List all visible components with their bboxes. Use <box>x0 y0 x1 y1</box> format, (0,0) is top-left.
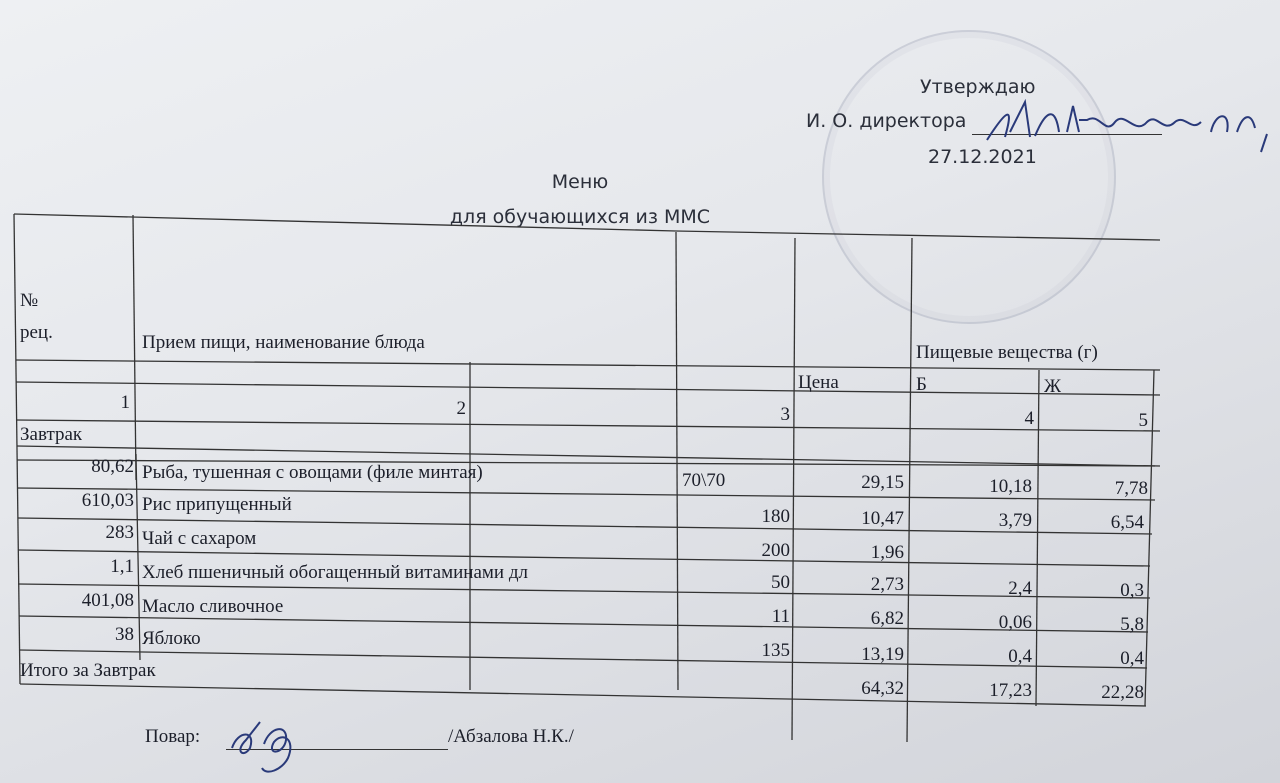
header-num: № <box>20 290 39 311</box>
row4-name: Хлеб пшеничный обогащенный витаминами дл <box>142 562 528 583</box>
header-nutrients: Пищевые вещества (г) <box>916 342 1098 363</box>
row2-name: Рис припущенный <box>142 494 292 515</box>
colnum-4: 4 <box>1024 408 1034 429</box>
total-zh: 22,28 <box>1101 682 1144 703</box>
menu-subtitle: для обучающихся из ММС <box>449 206 711 228</box>
row3-name: Чай с сахаром <box>142 528 257 549</box>
header-protein: Б <box>916 374 927 395</box>
total-label: Итого за Завтрак <box>20 660 156 681</box>
row6-rec: 38 <box>115 624 134 645</box>
approval-title: Утверждаю <box>920 76 1036 98</box>
row1-yield: 70\70 <box>682 470 726 491</box>
row6-zh: 0,4 <box>1120 648 1144 669</box>
colnum-5: 5 <box>1138 410 1148 431</box>
row2-yield: 180 <box>761 506 790 527</box>
header-price: Цена <box>798 372 839 393</box>
row1-name: Рыба, тушенная с овощами (филе минтая) <box>142 462 483 483</box>
row6-price: 13,19 <box>861 644 904 665</box>
total-price: 64,32 <box>861 678 904 699</box>
row3-rec: 283 <box>105 522 134 543</box>
colnum-2: 2 <box>456 398 466 419</box>
header-meal-dish: Прием пищи, наименование блюда <box>142 332 425 353</box>
row6-name: Яблоко <box>142 628 201 649</box>
approval-position: И. О. директора <box>806 110 967 132</box>
section-breakfast: Завтрак <box>20 424 83 445</box>
cook-name: /Абзалова Н.К./ <box>448 726 574 747</box>
row4-price: 2,73 <box>870 574 904 595</box>
row5-zh: 5,8 <box>1120 614 1144 635</box>
cook-signature <box>226 708 316 780</box>
menu-title: Меню <box>551 171 609 193</box>
cook-label: Повар: <box>145 726 201 747</box>
header-fat: Ж <box>1044 376 1062 397</box>
row4-yield: 50 <box>771 572 790 593</box>
approval-date: 27.12.2021 <box>928 146 1037 168</box>
row5-b: 0,06 <box>998 612 1032 633</box>
row1-b: 10,18 <box>989 476 1032 497</box>
row4-rec: 1,1 <box>110 556 134 577</box>
row5-yield: 11 <box>771 606 790 627</box>
colnum-1: 1 <box>120 392 130 413</box>
header-rec: рец. <box>20 322 53 343</box>
row2-rec: 610,03 <box>81 490 134 511</box>
row5-price: 6,82 <box>870 608 904 629</box>
row3-price: 1,96 <box>870 542 904 563</box>
row5-rec: 401,08 <box>81 590 134 611</box>
row6-b: 0,4 <box>1008 646 1032 667</box>
row2-price: 10,47 <box>861 508 904 529</box>
total-b: 17,23 <box>989 680 1032 701</box>
row4-zh: 0,3 <box>1120 580 1144 601</box>
row3-yield: 200 <box>761 540 790 561</box>
row1-price: 29,15 <box>861 472 904 493</box>
row1-zh: 7,78 <box>1114 478 1148 499</box>
row6-yield: 135 <box>761 640 790 661</box>
row4-b: 2,4 <box>1008 578 1032 599</box>
colnum-3: 3 <box>780 404 790 425</box>
row2-b: 3,79 <box>998 510 1032 531</box>
row2-zh: 6,54 <box>1110 512 1144 533</box>
row5-name: Масло сливочное <box>142 596 284 617</box>
row1-rec: 80,62 <box>91 456 134 477</box>
